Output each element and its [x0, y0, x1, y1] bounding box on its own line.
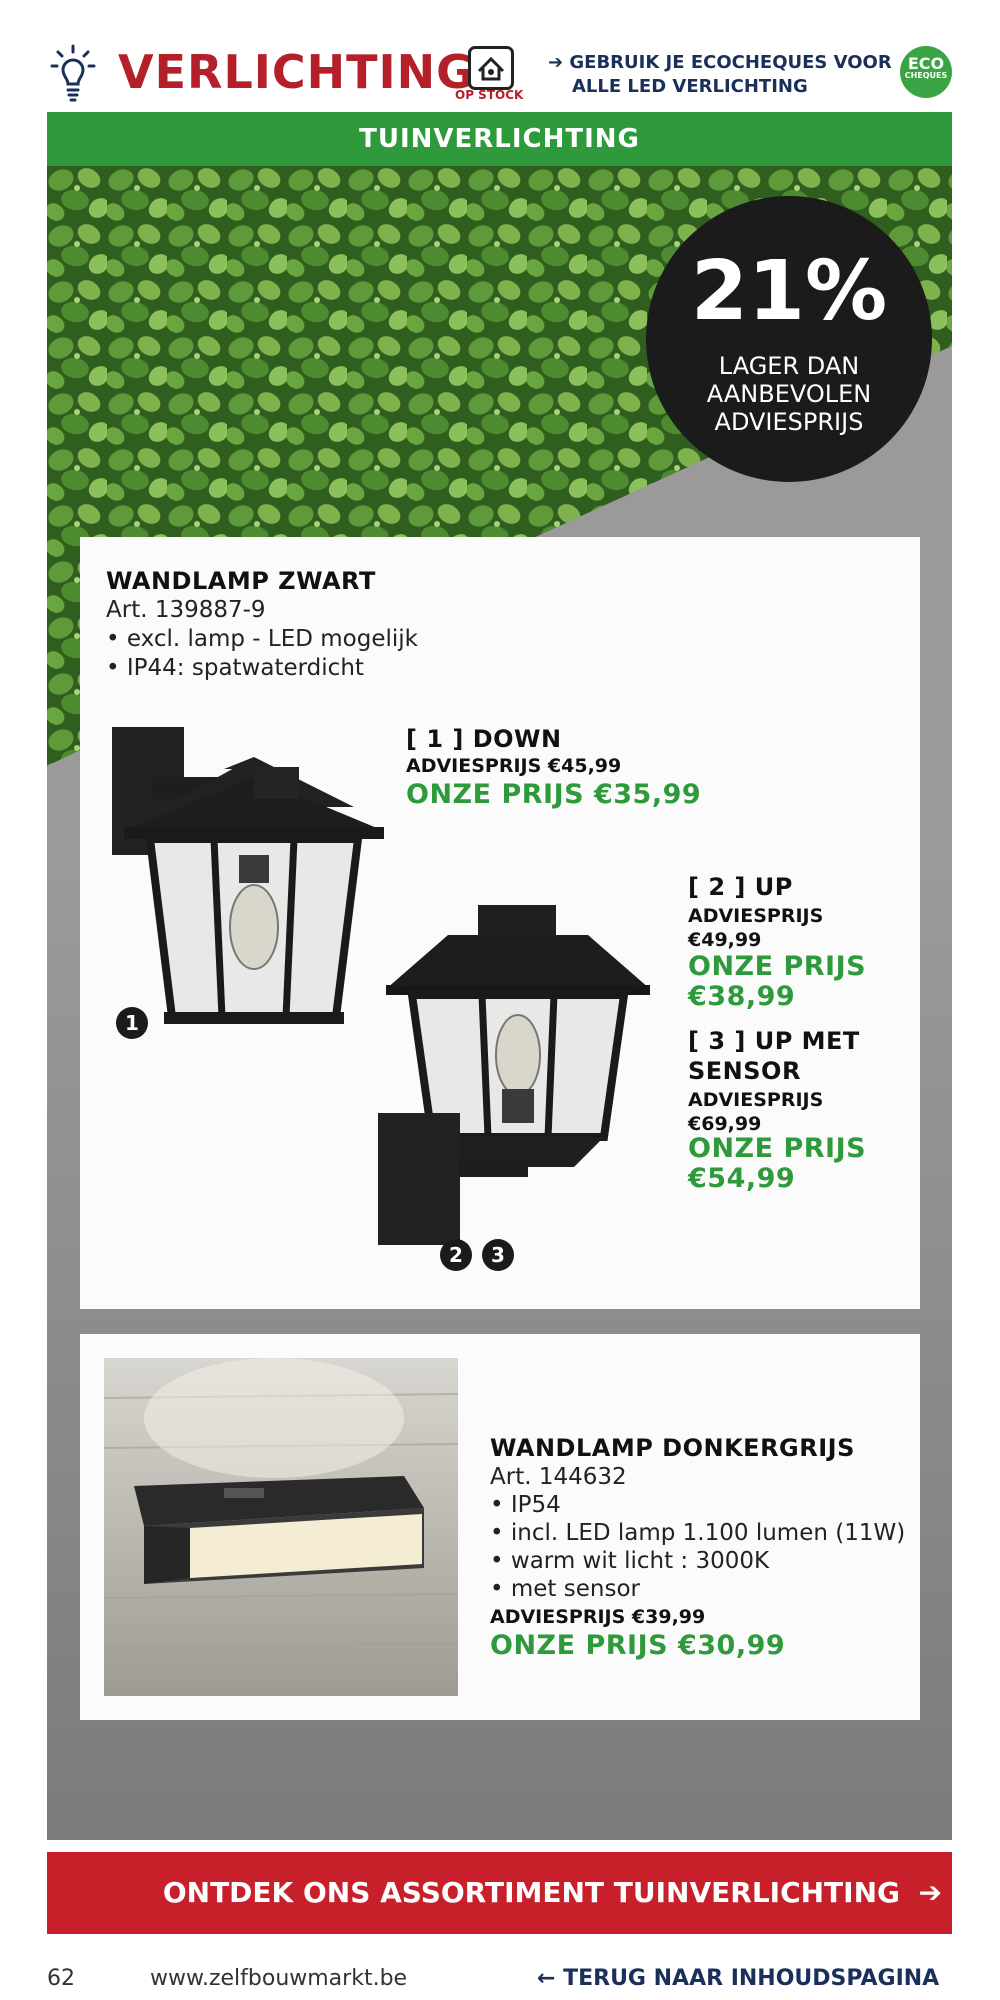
variant-2-adviesprijs-value: €49,99 [688, 929, 762, 951]
variant-2-label: [ 2 ] UP [688, 873, 793, 901]
feature-item: • warm wit licht : 3000K [490, 1548, 770, 1574]
feature-item: • incl. LED lamp 1.100 lumen (11W) [490, 1520, 906, 1546]
discount-percent: 21% [690, 244, 888, 339]
variant-3-adviesprijs-value: €69,99 [688, 1113, 762, 1135]
page-title: VERLICHTING [118, 45, 475, 99]
eco-badge-text-2: CHEQUES [904, 71, 948, 80]
feature-item: • excl. lamp - LED mogelijk [106, 626, 418, 652]
article-number: Art. 144632 [490, 1464, 627, 1490]
feature-item: • IP44: spatwaterdicht [106, 655, 364, 681]
product-title: WANDLAMP DONKERGRIJS [490, 1434, 855, 1462]
lamp-up-image [378, 905, 658, 1245]
feature-item: • IP54 [490, 1492, 561, 1518]
page-number: 62 [47, 1966, 75, 1991]
product2-onze-prijs: ONZE PRIJS €30,99 [490, 1630, 786, 1661]
ecocheques-line-1: GEBRUIK JE ECOCHEQUES VOOR [569, 52, 892, 73]
variant-3-label-line-1: [ 3 ] UP MET [688, 1027, 860, 1055]
arrow-right-icon[interactable]: ➔ [918, 1876, 942, 1909]
discount-line-2: AANBEVOLEN [706, 380, 872, 408]
variant-marker-2: 2 [440, 1239, 472, 1271]
variant-2-adviesprijs-label: ADVIESPRIJS [688, 905, 824, 927]
variant-2-onze-prijs-label: ONZE PRIJS [688, 951, 867, 982]
variant-3-adviesprijs-label: ADVIESPRIJS [688, 1089, 824, 1111]
cta-text[interactable]: ONTDEK ONS ASSORTIMENT TUINVERLICHTING [162, 1876, 900, 1909]
ecocheques-notice [548, 52, 892, 73]
back-to-contents-link[interactable]: ← TERUG NAAR INHOUDSPAGINA [537, 1966, 940, 1991]
product-title: WANDLAMP ZWART [106, 567, 376, 595]
page-header [0, 0, 1000, 112]
feature-item: • met sensor [490, 1576, 640, 1602]
section-title-bar: TUINVERLICHTING [47, 112, 952, 166]
variant-1-onze-prijs: ONZE PRIJS €35,99 [406, 779, 702, 810]
eco-cheques-badge [900, 46, 952, 98]
variant-3-onze-prijs-label: ONZE PRIJS [688, 1133, 867, 1164]
discount-line-1: LAGER DAN [718, 352, 860, 380]
variant-marker-3: 3 [482, 1239, 514, 1271]
stock-label: OP STOCK [455, 88, 524, 102]
stock-house-icon [468, 46, 514, 90]
lightbulb-icon [50, 44, 96, 104]
wall-lamp-photo [104, 1358, 458, 1696]
variant-3-onze-prijs-value: €54,99 [688, 1163, 796, 1194]
eco-badge-text-1: ECO [907, 54, 945, 73]
variant-1-adviesprijs: ADVIESPRIJS €45,99 [406, 755, 622, 777]
variant-2-onze-prijs-value: €38,99 [688, 981, 796, 1012]
discount-line-3: ADVIESPRIJS [714, 408, 864, 436]
product-card-wandlamp-zwart [80, 537, 920, 1309]
ecocheques-line-2: ALLE LED VERLICHTING [572, 76, 808, 97]
variant-3-label-line-2: SENSOR [688, 1057, 801, 1085]
website-link[interactable]: www.zelfbouwmarkt.be [150, 1966, 408, 1991]
cta-banner[interactable] [47, 1852, 952, 1934]
variant-marker-1: 1 [116, 1007, 148, 1039]
lamp-down-image [104, 727, 404, 1027]
article-number: Art. 139887-9 [106, 597, 266, 623]
product2-adviesprijs: ADVIESPRIJS €39,99 [490, 1606, 706, 1628]
arrow-right-icon: ➔ [548, 52, 564, 73]
product-card-wandlamp-donkergrijs [80, 1334, 920, 1720]
discount-badge [646, 196, 932, 482]
variant-1-label: [ 1 ] DOWN [406, 725, 562, 753]
